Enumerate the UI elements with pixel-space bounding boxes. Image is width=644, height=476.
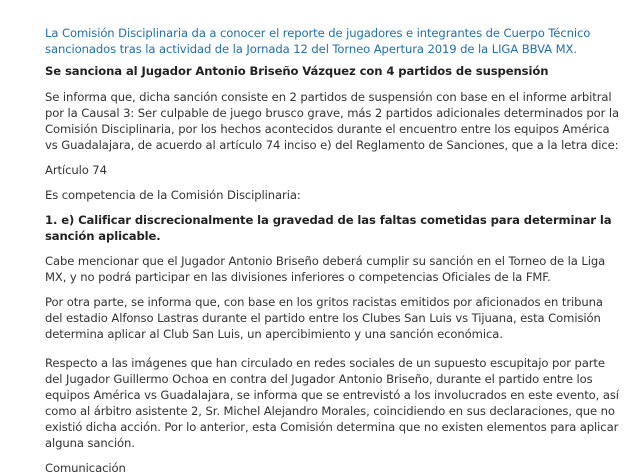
sanction-paragraph: Se informa que, dicha sanción consiste en 2 partidos de suspensión con base en el informe arbitral por la Causal 3: Ser culpable de juego brusco grave, más 2 partidos adicionales determinados por la Comisión Disciplinaria, por los hechos acontecidos durante el encuentro entre los equipos América vs Guadalajara, de acuerdo al artículo 74 inciso e) del Reglamento de Sanciones, que a la letra dice: [45, 90, 619, 152]
article-reference: Artículo 74 [45, 163, 107, 177]
article-body [45, 25, 620, 476]
article-lead: La Comisión Disciplinaria da a conocer el reporte de jugadores e integrantes de Cuerpo Técnico sancionados tras la actividad de la Jornada 12 del Torneo Apertura 2019 de la LIGA BBVA MX. [45, 26, 591, 56]
competence-paragraph: Es competencia de la Comisión Disciplinaria: [45, 188, 301, 202]
communication-label: Comunicación [45, 461, 126, 475]
compliance-paragraph: Cabe mencionar que el Jugador Antonio Briseño deberá cumplir su sanción en el Torneo de la Liga MX, y no podrá participar en las divisiones inferiores o competencias Oficiales de la FMF. [45, 254, 606, 284]
racism-paragraph: Por otra parte, se informa que, con base en los gritos racistas emitidos por aficionados en tribuna del estadio Alfonso Lastras durante el partido entre los Clubes San Luis vs Tijuana, esta Comisión determina aplicar al Club San Luis, un apercibimiento y una sanción económica. [45, 295, 603, 341]
rule-heading: 1. e) Calificar discrecionalmente la gravedad de las faltas cometidas para determinar la sanción aplicable. [45, 213, 612, 243]
spitting-paragraph: Respecto a las imágenes que han circulado en redes sociales de un supuesto escupitajo por parte del Jugador Guillermo Ochoa en contra del Jugador Antonio Briseño, durante el partido entre los equipos América vs Guadalajara, se informa que se entrevistó a los involucrados en este evento, así como al árbitro asistente 2, Sr. Michel Alejandro Morales, coincidiendo en sus declaraciones, que no existió dicha acción. Por lo anterior, esta Comisión determina que no existen elementos para aplicar alguna sanción. [45, 356, 619, 450]
sanction-heading: Se sanciona al Jugador Antonio Briseño Vázquez con 4 partidos de suspensión [45, 64, 549, 78]
